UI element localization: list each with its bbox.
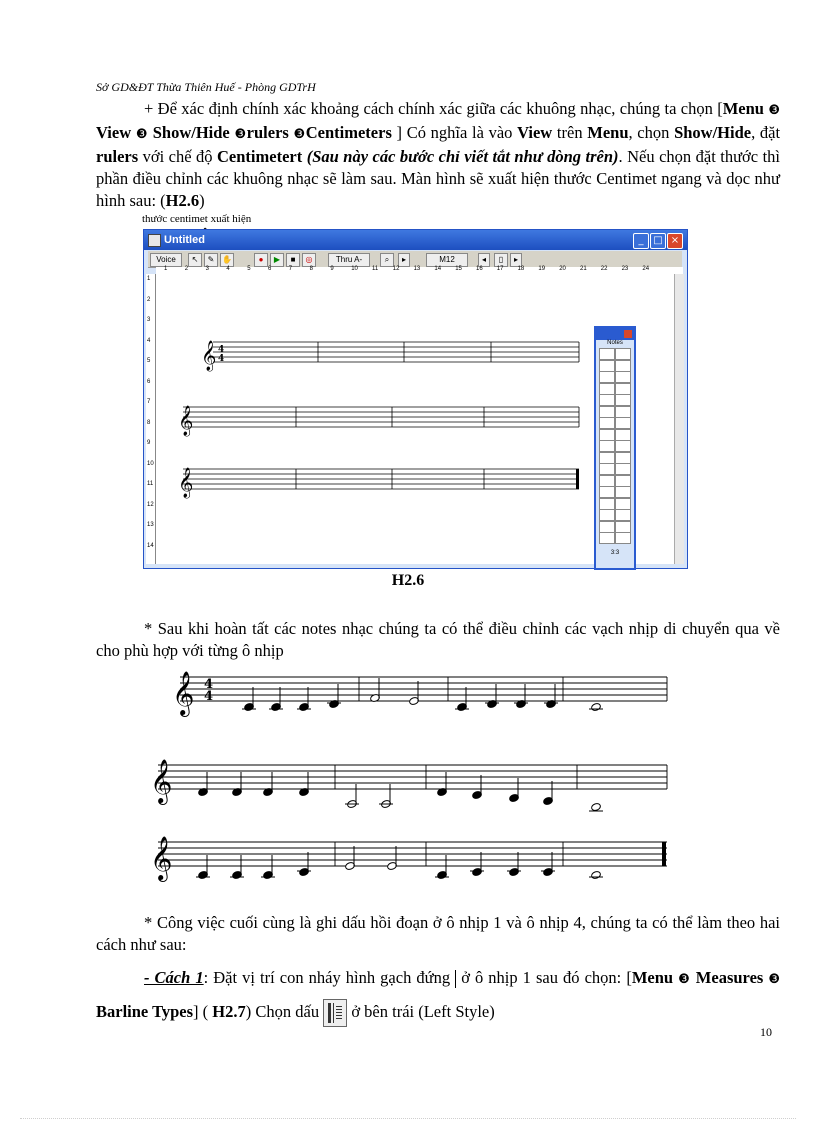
treble-clef-icon: 𝄞 <box>172 671 195 715</box>
bold-centimeters: Centimeters <box>305 123 392 142</box>
svg-text:4: 4 <box>204 689 214 704</box>
ruler-v-tick: 1 <box>147 276 151 282</box>
paragraph-barlines: * Sau khi hoàn tất các notes nhạc chúng ta có thể điều chỉnh các vạch nhịp di chuyển qua về cho phù hợp với từng ô nhịp <box>96 619 780 660</box>
ruler-h-tick: 16 <box>476 266 483 272</box>
left-repeat-barline-icon <box>323 999 347 1027</box>
ruler-h-tick: 20 <box>559 266 566 272</box>
ruler-v-tick: 12 <box>147 501 154 508</box>
window-title: Untitled <box>164 234 205 246</box>
ruler-v-tick: 3 <box>147 317 151 323</box>
ruler-v-tick: 14 <box>147 542 154 549</box>
note-head <box>591 702 602 711</box>
annotation-label: thước centimet xuất hiện <box>142 213 252 225</box>
arrow-icon: ❸ <box>234 127 247 142</box>
bold-menu: Menu <box>722 99 764 118</box>
paragraph-repeat-signs: * Công việc cuối cùng là ghi dấu hồi đoạn ở ô nhịp 1 và ô nhịp 4, chúng ta có thể làm theo hai cách như sau: <box>96 913 780 954</box>
ruler-v-tick: 5 <box>147 358 151 364</box>
prev-icon[interactable]: ◂ <box>478 253 490 267</box>
ruler-h-tick: 23 <box>621 266 629 272</box>
ruler-h-tick: 13 <box>413 266 421 272</box>
ruler-v-tick: 10 <box>147 460 154 467</box>
zoom-icon[interactable]: ⌕ <box>380 253 394 267</box>
ruler-h-tick: 6 <box>268 266 272 272</box>
notes-palette-footer: 3:3 <box>610 550 620 556</box>
arrow-icon: ❸ <box>135 127 149 142</box>
play-icon[interactable]: ▶ <box>270 253 284 267</box>
text: ) Chọn dấu <box>245 1002 324 1021</box>
notes-palette-title: Notes <box>607 340 623 346</box>
ruler-h-tick: 19 <box>538 266 546 272</box>
bold-rulers: rulers <box>246 123 289 142</box>
figure-caption: H2.6 <box>391 572 425 589</box>
bold-menu-2: Menu <box>587 123 629 142</box>
ruler-h-tick: 15 <box>455 266 462 272</box>
record-icon[interactable]: ● <box>254 253 268 267</box>
arrow-icon: ❸ <box>678 972 691 987</box>
text: ) <box>199 191 205 210</box>
page-icon[interactable]: ▯ <box>494 253 508 267</box>
ruler-h-tick: 18 <box>517 266 525 272</box>
ruler-h-tick: 14 <box>434 266 442 272</box>
svg-text:4: 4 <box>218 345 225 355</box>
svg-text:4: 4 <box>204 677 214 692</box>
bold-menu: Menu <box>631 968 674 987</box>
voice-button[interactable]: Voice <box>150 253 182 267</box>
ruler-v-tick: 9 <box>147 440 151 446</box>
ruler-v-tick: 6 <box>147 378 151 385</box>
thru-select[interactable]: Thru A- <box>328 253 370 267</box>
bold-show-hide-2: Show/Hide <box>674 123 752 142</box>
ruler-h-tick: 10 <box>351 266 358 272</box>
maximize-icon[interactable]: □ <box>650 233 666 249</box>
text: . Nếu chọn đặt thước thì phần điều chỉnh các khuông nhạc sẽ làm sau. Màn hình sẽ xuất hiện thước Centimet ngang và dọc như hình sau: ( <box>96 147 780 210</box>
text: ] Có nghĩa là vào <box>391 123 518 142</box>
text: ở ô nhịp 1 sau đó chọn: [ <box>456 968 632 987</box>
ruler-v-tick: 11 <box>147 481 154 487</box>
figure-ref: H2.6 <box>165 191 200 210</box>
text: trên <box>552 123 588 142</box>
hand-tool-icon[interactable]: ✋ <box>220 253 234 267</box>
treble-clef-icon: 𝄞 <box>150 759 173 803</box>
ruler-h-tick: 4 <box>226 266 230 272</box>
close-icon[interactable]: × <box>667 233 683 249</box>
stop-icon[interactable]: ■ <box>286 253 300 267</box>
ruler-h-tick: 3 <box>205 266 209 272</box>
ruler-h-tick: 11 <box>372 266 379 272</box>
text: : Đặt vị trí con nháy hình gạch đứng <box>203 968 456 987</box>
bold-barline-types: Barline Types <box>96 1002 194 1021</box>
step-icon[interactable]: ▸ <box>398 253 410 267</box>
text: ] ( <box>193 1002 213 1021</box>
text: , đặt <box>751 123 781 142</box>
next-icon[interactable]: ▸ <box>510 253 522 267</box>
bold-view: View <box>96 123 132 142</box>
paragraph-method-1 <box>96 962 780 1028</box>
ruler-h-tick: 22 <box>600 266 608 272</box>
bold-rulers-2: rulers <box>96 147 139 166</box>
ruler-v-tick: 7 <box>147 399 151 405</box>
note-head <box>591 870 602 879</box>
svg-text:𝄞: 𝄞 <box>201 341 217 371</box>
arrow-icon: ❸ <box>293 127 306 142</box>
ruler-h-tick: 7 <box>288 266 293 272</box>
ruler-h-tick: 21 <box>580 266 587 272</box>
ruler-v-tick: 4 <box>147 337 151 344</box>
ruler-v-tick: 2 <box>147 296 151 303</box>
ruler-h-tick: 5 <box>247 266 251 272</box>
figure-ref: H2.7 <box>212 1002 246 1021</box>
italic-note: (Sau này các bước chỉ viết tắt như dòng trên) <box>306 147 619 166</box>
ruler-v-tick: 13 <box>147 522 154 528</box>
minimize-icon[interactable]: _ <box>633 233 649 249</box>
ruler-h-tick: 24 <box>642 266 650 272</box>
eraser-icon[interactable]: ✎ <box>204 253 218 267</box>
text: với chế độ <box>138 147 218 166</box>
note-head <box>591 802 602 811</box>
arrow-icon: ❸ <box>768 972 781 987</box>
page-number: 10 <box>760 1025 772 1039</box>
measure-field[interactable]: M12 <box>426 253 468 267</box>
page-bottom-border <box>20 1118 796 1119</box>
ruler-v-tick: 8 <box>147 419 151 426</box>
arrow-icon: ❸ <box>768 103 781 118</box>
midi-icon[interactable]: ◎ <box>302 253 316 267</box>
bold-view-2: View <box>517 123 553 142</box>
svg-text:4: 4 <box>218 354 225 364</box>
text: + Để xác định chính xác khoảng cách chính xác giữa các khuông nhạc, chúng ta chọn [ <box>144 99 723 118</box>
treble-clef-icon: 𝄞 <box>150 836 173 880</box>
text: , chọn <box>628 123 675 142</box>
ruler-h-tick: 17 <box>496 266 504 272</box>
svg-text:𝄞: 𝄞 <box>178 406 194 436</box>
text: ở bên trái (Left Style) <box>347 1002 495 1021</box>
final-barline <box>662 842 666 866</box>
bold-centimetert: Centimetert <box>217 147 303 166</box>
select-tool-icon[interactable]: ↖ <box>188 253 202 267</box>
bold-show-hide: Show/Hide <box>152 123 230 142</box>
ruler-h-tick: 2 <box>184 266 189 272</box>
ruler-h-tick: 1 <box>164 266 168 272</box>
svg-text:𝄞: 𝄞 <box>178 468 194 498</box>
ruler-h-tick: 9 <box>330 266 334 272</box>
bold-measures: Measures <box>695 968 764 987</box>
ruler-h-tick: 12 <box>392 266 400 272</box>
ruler-h-tick: 8 <box>309 266 313 272</box>
page-header: Sở GD&ĐT Thừa Thiên Huế - Phòng GDTrH <box>96 80 316 94</box>
method-label: - Cách 1 <box>144 968 204 987</box>
